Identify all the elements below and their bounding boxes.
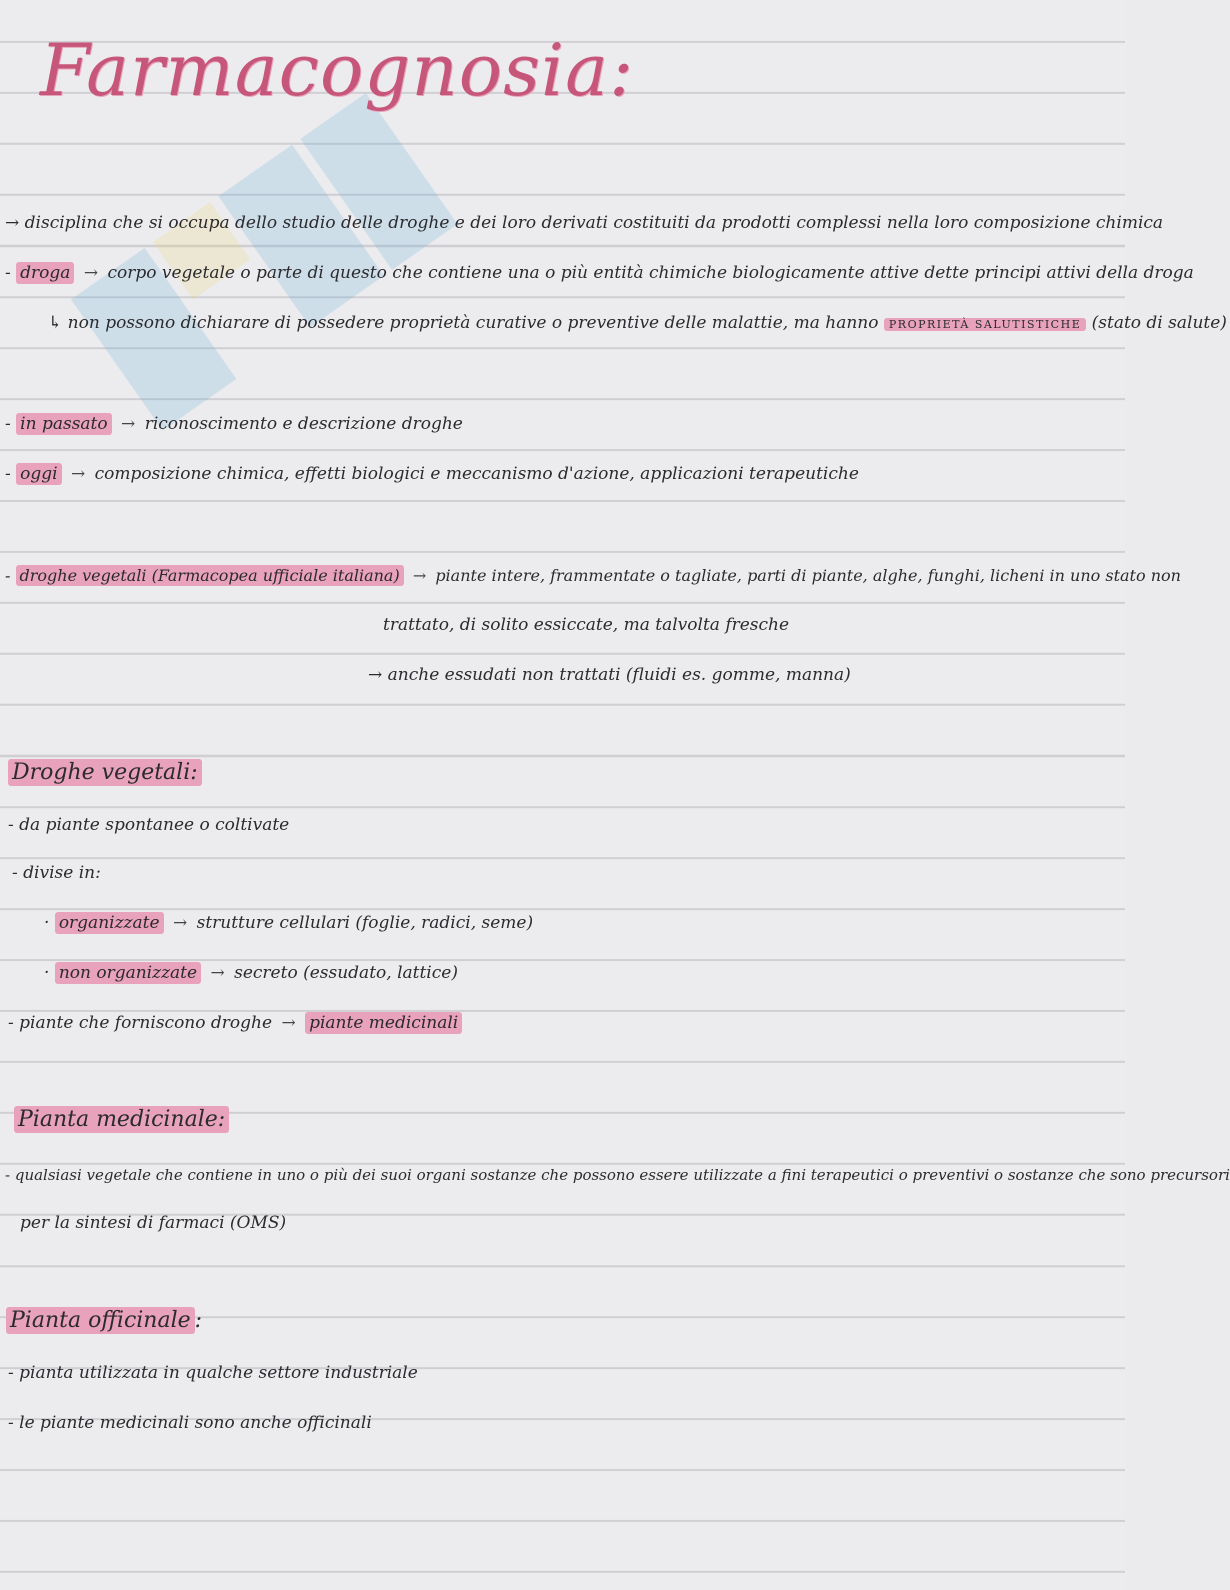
piante-text: - piante che forniscono droghe (8, 1013, 273, 1033)
arrow-icon: → (412, 566, 427, 585)
arrow-icon: → (281, 1013, 296, 1033)
arrow-icon: → (368, 665, 383, 685)
dv-organizzate (44, 912, 533, 934)
term-droga: droga (16, 262, 74, 284)
dv-line-2: - divise in: (12, 863, 101, 883)
essudati-text: anche essudati non trattati (fluidi es. gomme, manna) (387, 665, 851, 685)
dash: - (5, 263, 11, 283)
droga-line (5, 262, 1194, 284)
dv-non-organizzate (44, 962, 458, 984)
droga-definition: corpo vegetale o parte di questo che contiene una o più entità chimiche biologicamente attive dette principi attivi della droga (107, 263, 1194, 283)
heading-droghe-vegetali (8, 760, 202, 785)
page-title: Farmacognosia: (40, 28, 635, 112)
pm-line-1: - qualsiasi vegetale che contiene in uno o più dei suoi organi sostanze che possono essere utilizzate a fini terapeutici o preventivi o sostanze che sono precursori (5, 1166, 1230, 1184)
oggi-line (5, 463, 859, 485)
po-line-2: - le piante medicinali sono anche officinali (8, 1413, 372, 1433)
non-organizzate-text: secreto (essudato, lattice) (234, 963, 458, 983)
droghe-vegetali-line (5, 565, 1181, 587)
term-organizzate: organizzate (55, 912, 164, 934)
dash: - (5, 566, 11, 585)
term-piante-medicinali: piante medicinali (305, 1012, 462, 1034)
po-line-1: - pianta utilizzata in qualche settore industriale (8, 1363, 418, 1383)
arrow-icon: → (121, 414, 136, 434)
arrow-icon: → (5, 213, 20, 233)
arrow-icon: → (172, 913, 188, 933)
droghe-vegetali-cont: trattato, di solito essiccate, ma talvolta fresche (383, 615, 790, 635)
arrow-icon: → (83, 263, 99, 283)
heading-text: Pianta officinale (6, 1307, 195, 1334)
heading-text: Pianta medicinale: (14, 1106, 229, 1133)
organizzate-text: strutture cellulari (foglie, radici, seme) (196, 913, 534, 933)
bullet: · (44, 913, 50, 933)
oggi-text: composizione chimica, effetti biologici e meccanismo d'azione, applicazioni terapeutiche (94, 464, 859, 484)
term-non-organizzate: non organizzate (55, 962, 201, 984)
sub-arrow-icon: ↳ (48, 313, 63, 333)
term-oggi: oggi (16, 463, 61, 485)
dv-piante-medicinali (8, 1012, 462, 1034)
essudati-line (368, 664, 851, 686)
highlight-proprieta-salutistiche: PROPRIETÀ SALUTISTICHE (884, 318, 1086, 331)
definition-line (5, 212, 1163, 234)
definition-text: disciplina che si occupa dello studio delle droghe e dei loro derivati costituiti da prodotti complessi nella loro composizione chimica (24, 213, 1164, 233)
heading-pianta-officinale (6, 1308, 202, 1333)
dv-line-1: - da piante spontanee o coltivate (8, 815, 290, 835)
dash: - (5, 464, 11, 484)
droghe-vegetali-text: piante intere, frammentate o tagliate, parti di piante, alghe, funghi, licheni in uno stato non (435, 566, 1181, 585)
term-droghe-vegetali-fui: droghe vegetali (Farmacopea ufficiale italiana) (16, 565, 404, 586)
pm-line-2: per la sintesi di farmaci (OMS) (20, 1213, 287, 1233)
passato-line (5, 413, 463, 435)
arrow-icon: → (71, 464, 86, 484)
heading-colon: : (194, 1308, 203, 1333)
passato-text: riconoscimento e descrizione droghe (144, 414, 463, 434)
arrow-icon: → (210, 963, 225, 983)
heading-text: Droghe vegetali: (8, 759, 202, 786)
bullet: · (44, 963, 50, 983)
salutistiche-tail: (stato di salute) (1091, 313, 1227, 333)
dash: - (5, 414, 11, 434)
salutistiche-line (48, 312, 1227, 336)
heading-pianta-medicinale (14, 1107, 229, 1132)
term-in-passato: in passato (16, 413, 111, 435)
salutistiche-text: non possono dichiarare di possedere proprietà curative o preventive delle malattie, ma hanno (67, 313, 879, 333)
